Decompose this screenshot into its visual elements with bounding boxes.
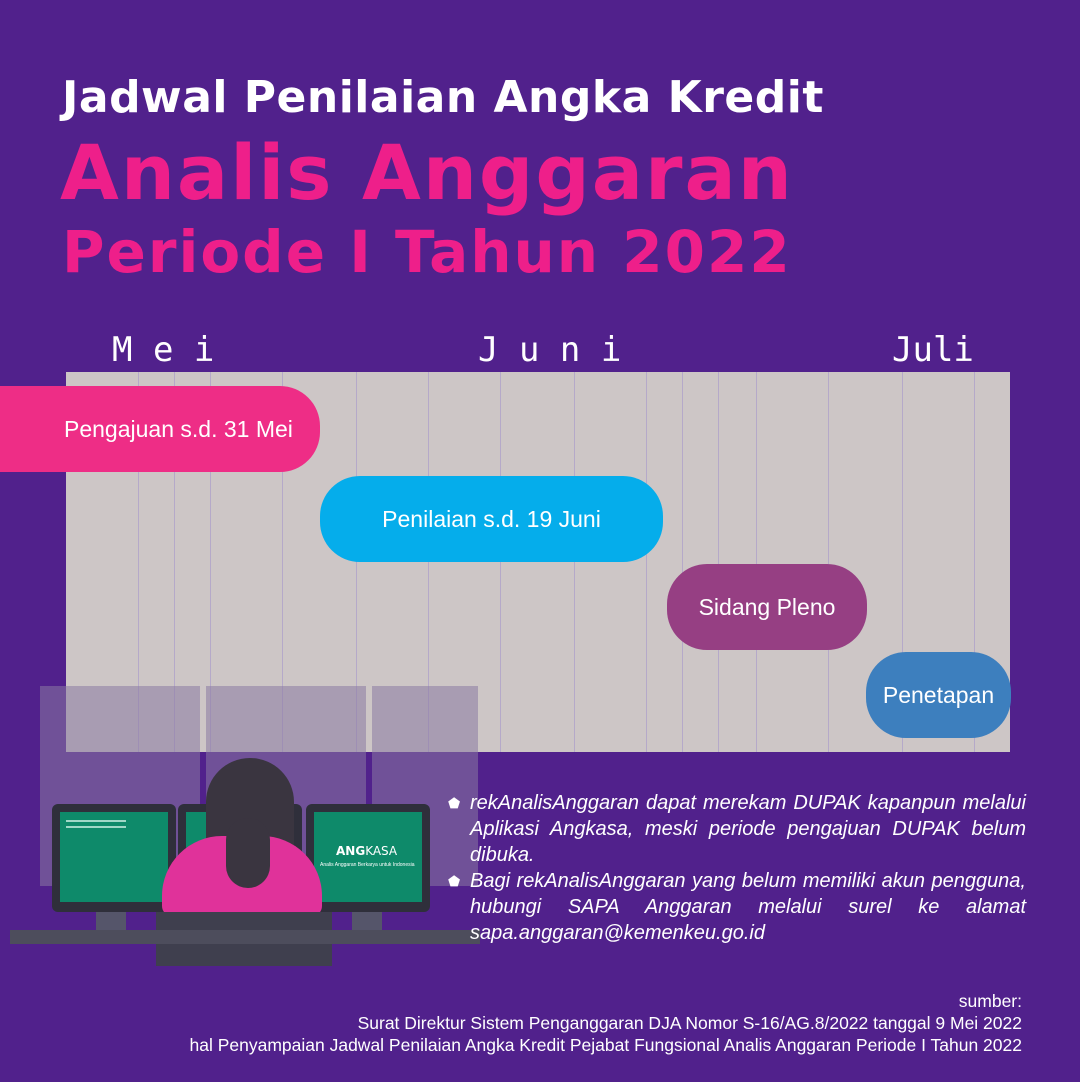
phase-penetapan <box>866 652 1011 738</box>
grid-line <box>646 372 647 752</box>
note-item <box>448 868 1026 946</box>
source-label: sumber: <box>958 991 1022 1011</box>
phase-pengajuan <box>0 386 320 472</box>
illustration-workstation <box>0 686 480 966</box>
grid-line <box>682 372 683 752</box>
phase-sidang-pleno-label: Sidang Pleno <box>698 593 836 620</box>
monitor-left-screen <box>60 812 168 902</box>
grid-line <box>718 372 719 752</box>
note-text: rekAnalisAnggaran dapat merekam DUPAK kapanpun melalui Aplikasi Angkasa, meski periode pengajuan DUPAK belum dibuka. <box>470 792 1026 866</box>
phase-sidang-pleno <box>667 564 867 650</box>
month-label-juni: J u n i <box>478 330 622 370</box>
title-line-1: Jadwal Penilaian Angka Kredit <box>62 72 824 123</box>
pentagon-bullet-icon: ⬟ <box>448 873 461 889</box>
desk <box>10 930 480 944</box>
monitor-stand <box>352 912 382 930</box>
angkasa-logo <box>336 844 397 858</box>
grid-line <box>574 372 575 752</box>
monitor-right-screen <box>314 812 422 902</box>
month-label-mei: M e i <box>112 330 215 370</box>
phase-penilaian-label: Penilaian s.d. 19 Juni <box>382 505 601 532</box>
notes <box>448 790 1026 946</box>
screen-line <box>66 826 126 828</box>
source-citation <box>190 990 1023 1056</box>
note-item <box>448 790 1026 868</box>
phase-pengajuan-label: Pengajuan s.d. 31 Mei <box>64 415 293 442</box>
monitor-stand <box>96 912 126 930</box>
angkasa-logo-bold: ANG <box>336 844 366 858</box>
grid-line <box>828 372 829 752</box>
angkasa-logo-rest: KASA <box>365 844 398 858</box>
pentagon-bullet-icon: ⬟ <box>448 795 461 811</box>
grid-line <box>756 372 757 752</box>
month-label-juli: Juli <box>892 330 974 370</box>
phase-penilaian <box>320 476 663 562</box>
monitor-right <box>306 804 430 912</box>
person-hair-tail <box>226 818 270 888</box>
source-line-1: Surat Direktur Sistem Penganggaran DJA Nomor S-16/AG.8/2022 tanggal 9 Mei 2022 <box>357 1013 1022 1033</box>
angkasa-tagline: Analis Anggaran Berkarya untuk Indonesia <box>320 862 415 868</box>
title-line-3: Periode I Tahun 2022 <box>62 218 792 286</box>
source-line-2: hal Penyampaian Jadwal Penilaian Angka Kredit Pejabat Fungsional Analis Anggaran Periode I Tahun 2022 <box>189 1035 1022 1055</box>
phase-penetapan-label: Penetapan <box>882 681 995 708</box>
monitor-left <box>52 804 176 912</box>
note-text: Bagi rekAnalisAnggaran yang belum memiliki akun pengguna, hubungi SAPA Anggaran melalui surel ke alamat sapa.anggaran@kemenkeu.go.id <box>470 870 1026 944</box>
grid-line <box>500 372 501 752</box>
screen-line <box>66 820 126 822</box>
title-line-2: Analis Anggaran <box>60 128 794 217</box>
